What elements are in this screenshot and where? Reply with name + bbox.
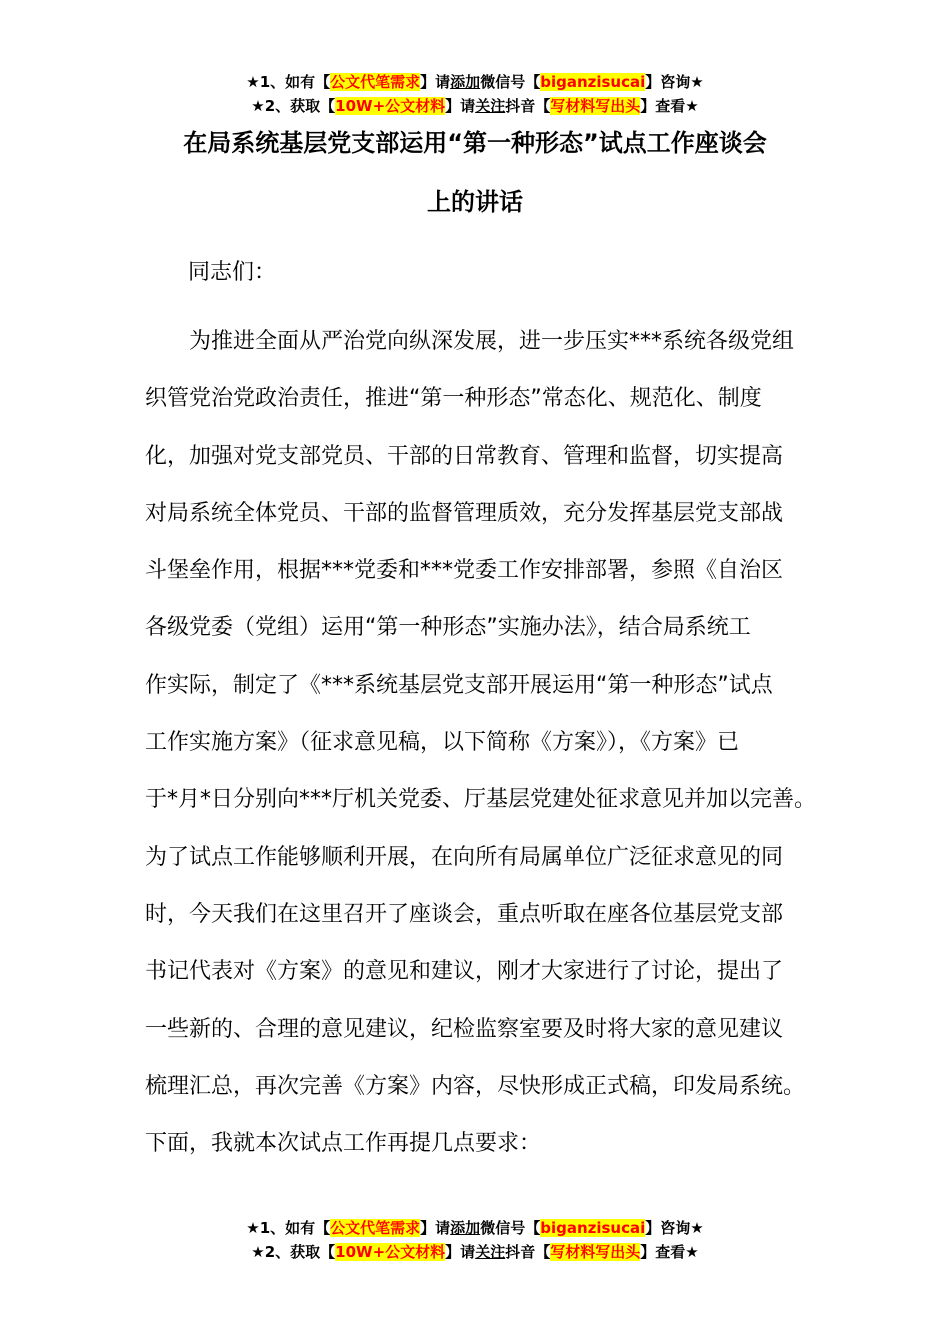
paragraph-line: 一些新的、合理的意见建议，纪检监察室要及时将大家的意见建议 xyxy=(145,1016,784,1042)
paragraph-line: 梳理汇总，再次完善《方案》内容，尽快形成正式稿，印发局系统。 xyxy=(145,1073,806,1099)
star-icon: ★ xyxy=(251,1243,265,1261)
banner-line-1 xyxy=(0,1216,950,1240)
banner-text: 2、获取【 xyxy=(264,1243,336,1261)
banner-text: 】查看 xyxy=(640,1243,686,1261)
paragraph-line: 各级党委（党组）运用“第一种形态”实施办法》，结合局系统工 xyxy=(145,615,751,641)
paragraph-line: 书记代表对《方案》的意见和建议，刚才大家进行了讨论，提出了 xyxy=(145,959,784,985)
banner-highlight: 10W+公文材料 xyxy=(335,1243,446,1261)
banner-underlined-text: 添加 xyxy=(450,1219,481,1237)
star-icon: ★ xyxy=(246,1219,260,1237)
banner-highlight: 写材料写出头 xyxy=(550,97,641,115)
footer-banner xyxy=(0,1216,950,1264)
banner-line-2 xyxy=(0,1240,950,1264)
banner-text: 】请 xyxy=(445,1243,476,1261)
star-icon: ★ xyxy=(690,1219,704,1237)
paragraph-line: 工作实施方案》（征求意见稿，以下简称《方案》），《方案》已 xyxy=(145,730,740,756)
banner-highlight: biganzisucai xyxy=(540,73,646,91)
banner-text: 微信号【 xyxy=(480,73,541,91)
paragraph-line: 时，今天我们在这里召开了座谈会，重点听取在座各位基层党支部 xyxy=(145,901,784,927)
document-title-continued: 上的讲话 xyxy=(427,188,523,216)
banner-line-1 xyxy=(0,70,950,94)
banner-text: 抖音【 xyxy=(505,97,551,115)
banner-highlight: 公文代笔需求 xyxy=(330,73,421,91)
paragraph-line: 织管党治党政治责任，推进“第一种形态”常态化、规范化、制度 xyxy=(145,386,762,412)
banner-text: 1、如有【 xyxy=(259,1219,331,1237)
paragraph-line: 于*月*日分别向***厅机关党委、厅基层党建处征求意见并加以完善。 xyxy=(145,787,817,813)
star-icon: ★ xyxy=(690,73,704,91)
paragraph-line: 对局系统全体党员、干部的监督管理质效，充分发挥基层党支部战 xyxy=(145,500,784,526)
banner-highlight: biganzisucai xyxy=(540,1219,646,1237)
star-icon: ★ xyxy=(251,97,265,115)
banner-underlined-text: 添加 xyxy=(450,73,481,91)
banner-text: 】咨询 xyxy=(645,1219,691,1237)
paragraph-line: 作实际，制定了《***系统基层党支部开展运用“第一种形态”试点 xyxy=(145,672,773,698)
paragraph-line: 化，加强对党支部党员、干部的日常教育、管理和监督，切实提高 xyxy=(145,443,784,469)
header-banner xyxy=(0,70,950,118)
greeting: 同志们： xyxy=(188,260,277,285)
banner-text: 抖音【 xyxy=(505,1243,551,1261)
banner-text: 1、如有【 xyxy=(259,73,331,91)
banner-text: 】请 xyxy=(445,97,476,115)
banner-text: 】请 xyxy=(420,73,451,91)
banner-text: 】查看 xyxy=(640,97,686,115)
banner-highlight: 10W+公文材料 xyxy=(335,97,446,115)
banner-highlight: 写材料写出头 xyxy=(550,1243,641,1261)
body-paragraph xyxy=(145,313,835,1172)
banner-highlight: 公文代笔需求 xyxy=(330,1219,421,1237)
star-icon: ★ xyxy=(685,97,699,115)
banner-underlined-text: 关注 xyxy=(475,97,506,115)
paragraph-line: 斗堡垒作用，根据***党委和***党委工作安排部署，参照《自治区 xyxy=(145,558,784,584)
paragraph-line: 为推进全面从严治党向纵深发展，进一步压实***系统各级党组 xyxy=(189,329,795,354)
star-icon: ★ xyxy=(685,1243,699,1261)
paragraph-line: 下面，我就本次试点工作再提几点要求： xyxy=(145,1131,542,1157)
star-icon: ★ xyxy=(246,73,260,91)
banner-text: 】请 xyxy=(420,1219,451,1237)
banner-text: 】咨询 xyxy=(645,73,691,91)
paragraph-line: 为了试点工作能够顺利开展，在向所有局属单位广泛征求意见的同 xyxy=(145,844,784,870)
banner-text: 2、获取【 xyxy=(264,97,336,115)
document-title: 在局系统基层党支部运用“第一种形态”试点工作座谈会 xyxy=(183,129,767,157)
banner-underlined-text: 关注 xyxy=(475,1243,506,1261)
banner-text: 微信号【 xyxy=(480,1219,541,1237)
